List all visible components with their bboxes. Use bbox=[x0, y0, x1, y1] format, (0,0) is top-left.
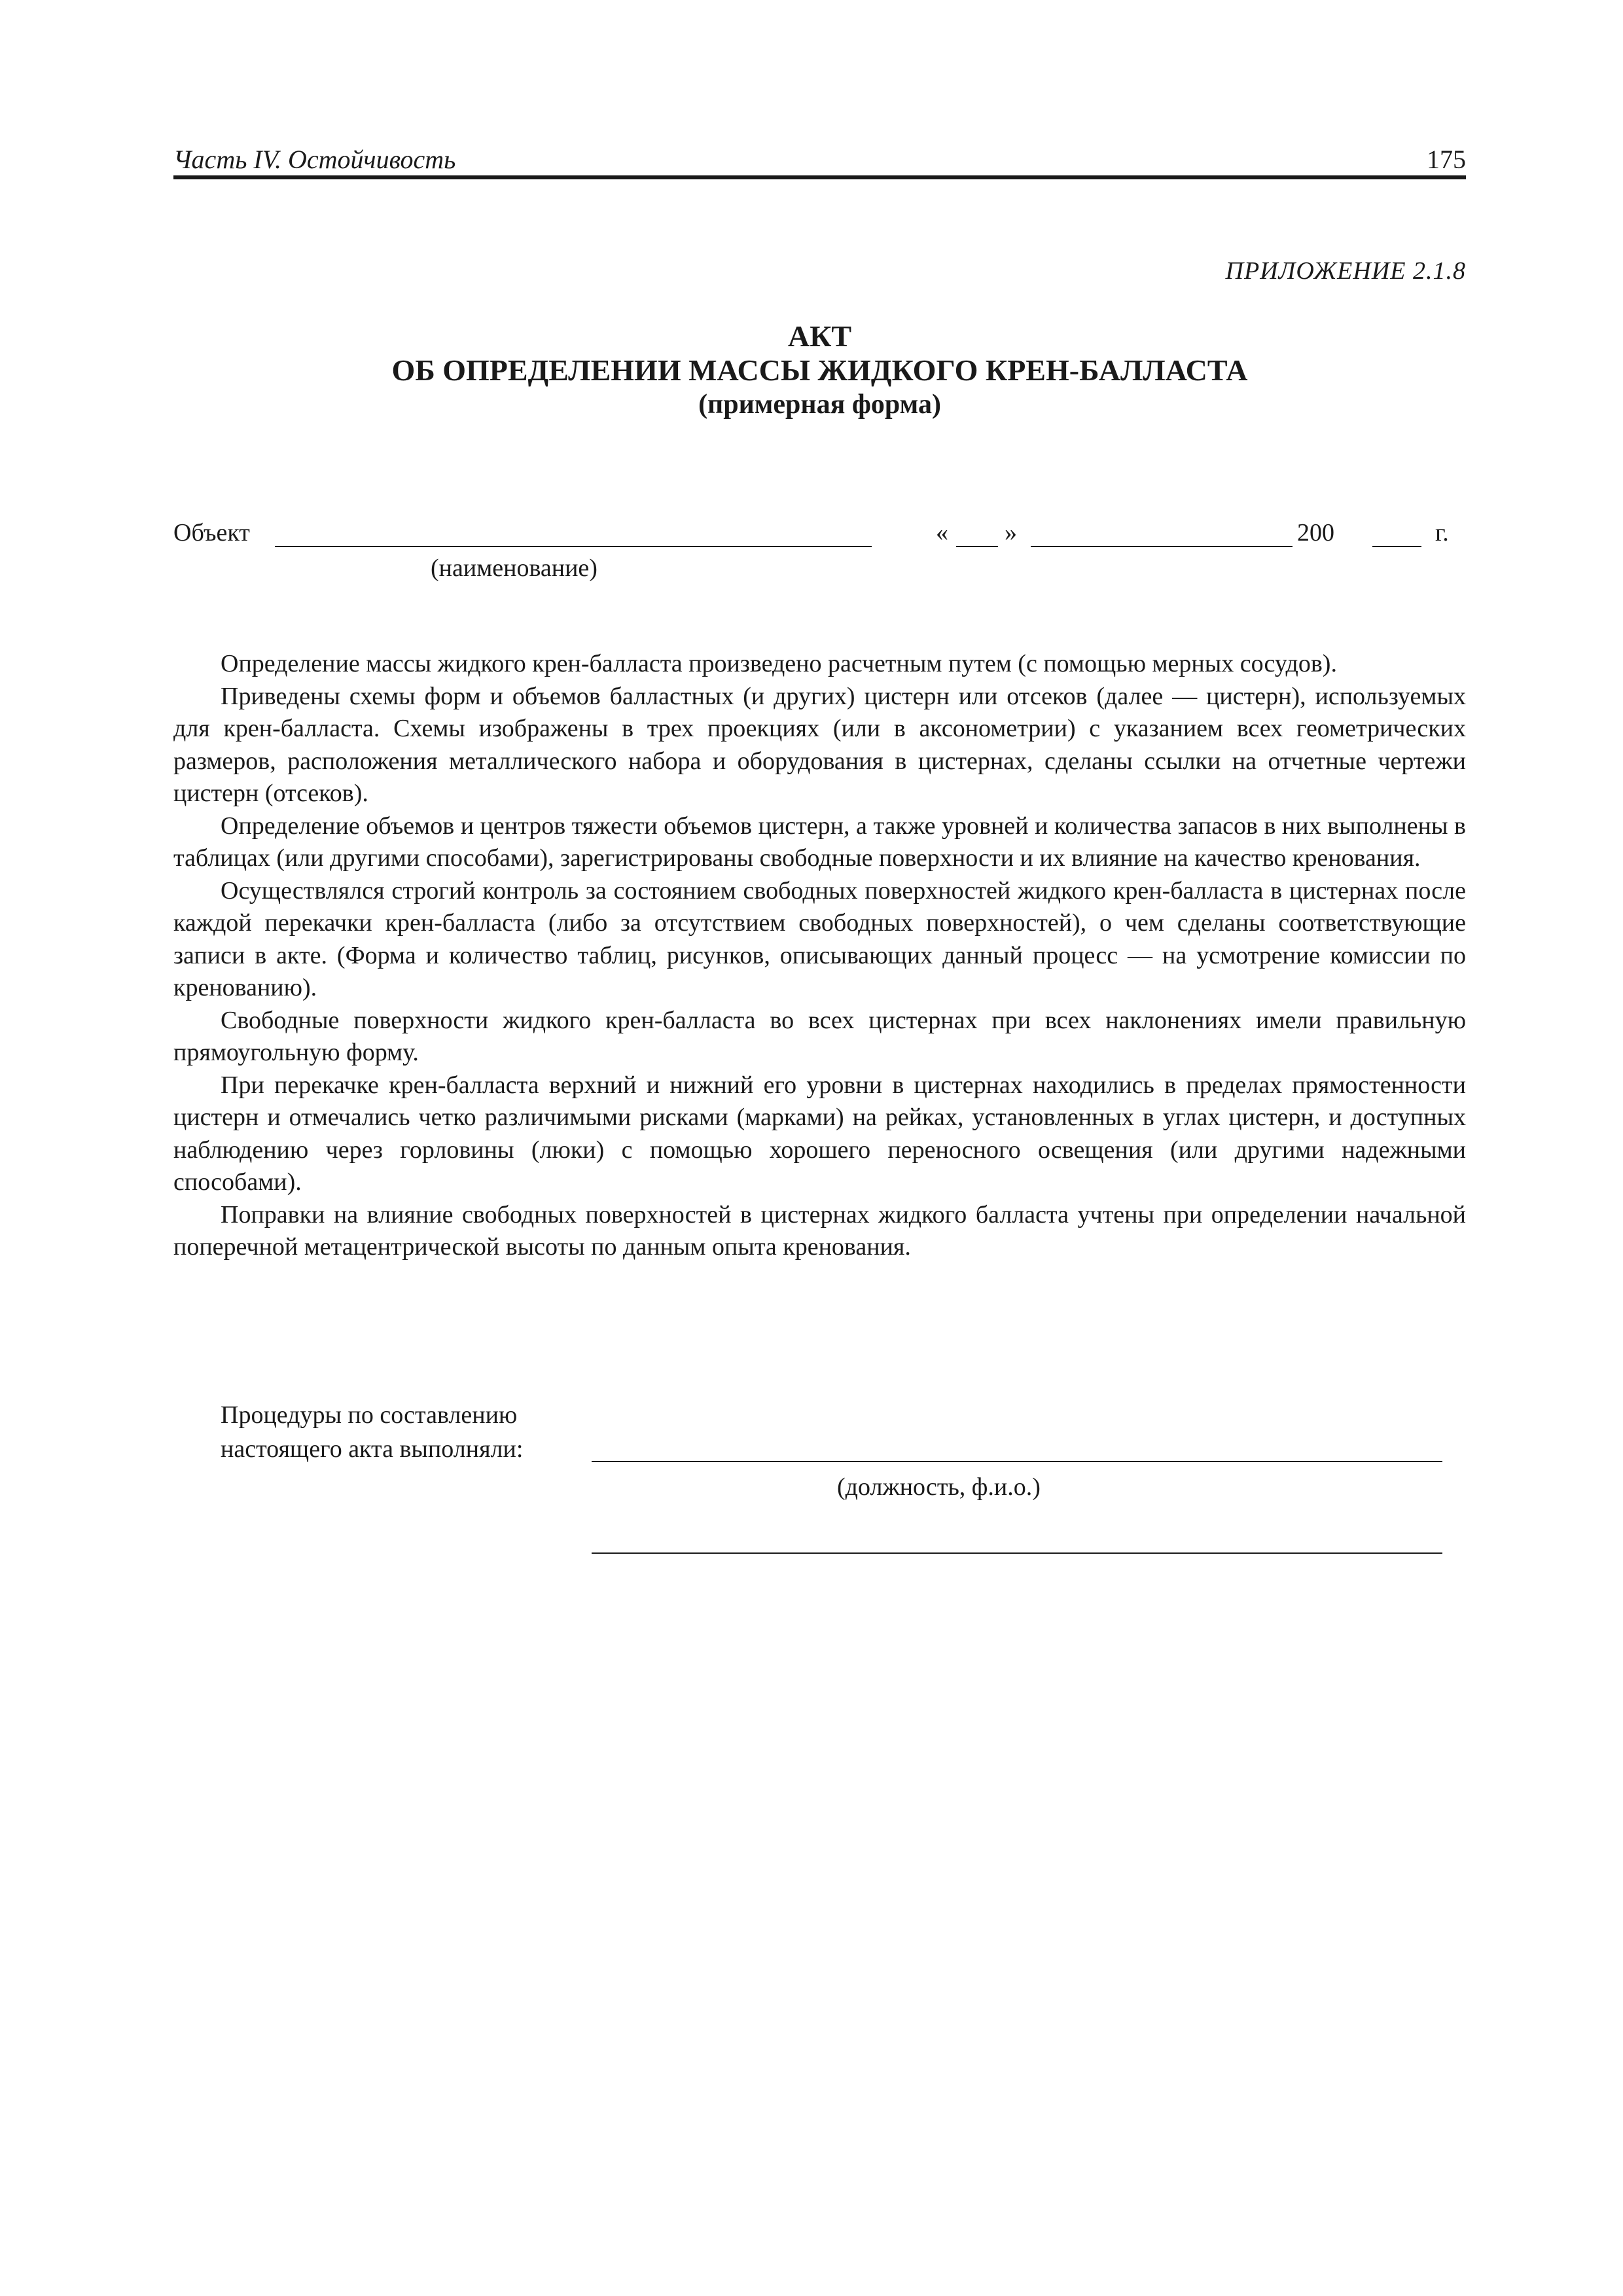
paragraph: Приведены схемы форм и объемов балластных (и других) цистерн или отсеков (далее — цистерн), используемых для крен-балласта. Схемы изображены в трех проекциях (или в аксонометрии) с указанием всех геометрических размеров, расположения металлического набора и оборудования в цистернах, сделаны ссылки на отчетные чертежи цистерн (отсеков). bbox=[173, 682, 1466, 807]
month-field[interactable] bbox=[1031, 546, 1293, 547]
title-line-1: АКТ bbox=[787, 319, 852, 353]
body-text bbox=[173, 648, 1466, 1264]
paragraph: При перекачке крен-балласта верхний и нижний его уровни в цистернах находились в пределах прямостенности цистерн и отмечались четко различимыми рисками (марками) на рейках, установленных в углах цистерн, и доступных наблюдению через горловины (люки) с помощью хорошего переносного освещения (или другими надежными способами). bbox=[173, 1071, 1466, 1196]
signature-field-1[interactable] bbox=[592, 1461, 1442, 1462]
signature-caption: (должность, ф.и.о.) bbox=[837, 1473, 1041, 1501]
object-date-row bbox=[173, 518, 1466, 558]
close-quote: » bbox=[1005, 519, 1017, 547]
year-suffix: г. bbox=[1435, 519, 1449, 547]
object-name-field[interactable] bbox=[275, 546, 872, 547]
document-title bbox=[173, 319, 1466, 422]
paragraph: Поправки на влияние свободных поверхностей в цистернах жидкого балласта учтены при определении начальной поперечной метацентрической высоты по данным опыта кренования. bbox=[173, 1200, 1466, 1261]
day-field[interactable] bbox=[956, 546, 998, 547]
year-field[interactable] bbox=[1372, 546, 1421, 547]
title-line-2: ОБ ОПРЕДЕЛЕНИИ МАССЫ ЖИДКОГО КРЕН-БАЛЛАСТА bbox=[391, 353, 1248, 387]
paragraph: Осуществлялся строгий контроль за состоянием свободных поверхностей жидкого крен-балласта в цистернах после каждой перекачки крен-балласта (либо за отсутствием свободных поверхностей), о чем сделаны соответствующие записи в акте. (Форма и количество таблиц, рисунков, описывающих данный процесс — на усмотрение комиссии по кренованию). bbox=[173, 876, 1466, 1001]
appendix-label: ПРИЛОЖЕНИЕ 2.1.8 bbox=[1225, 257, 1466, 285]
signature-label-line-1: Процедуры по составлению bbox=[221, 1401, 518, 1429]
paragraph: Определение массы жидкого крен-балласта произведено расчетным путем (с помощью мерных сосудов). bbox=[221, 650, 1337, 677]
object-label: Объект bbox=[173, 519, 250, 547]
paragraph: Определение объемов и центров тяжести объемов цистерн, а также уровней и количества запасов в них выполнены в таблицах (или другими способами), зарегистрированы свободные поверхности и их влияние на качество кренования. bbox=[173, 812, 1466, 872]
open-quote: « bbox=[936, 519, 948, 547]
section-title: Часть IV. Остойчивость bbox=[173, 145, 456, 174]
object-caption: (наименование) bbox=[431, 554, 597, 582]
header-rule bbox=[173, 175, 1466, 179]
page-number: 175 bbox=[1427, 145, 1466, 174]
paragraph: Свободные поверхности жидкого крен-балласта во всех цистернах при всех наклонениях имели правильную прямоугольную форму. bbox=[173, 1006, 1466, 1066]
signature-label-line-2: настоящего акта выполняли: bbox=[221, 1435, 524, 1463]
title-line-3: (примерная форма) bbox=[698, 389, 941, 420]
signature-field-2[interactable] bbox=[592, 1552, 1442, 1554]
year-prefix: 200 bbox=[1297, 519, 1334, 547]
